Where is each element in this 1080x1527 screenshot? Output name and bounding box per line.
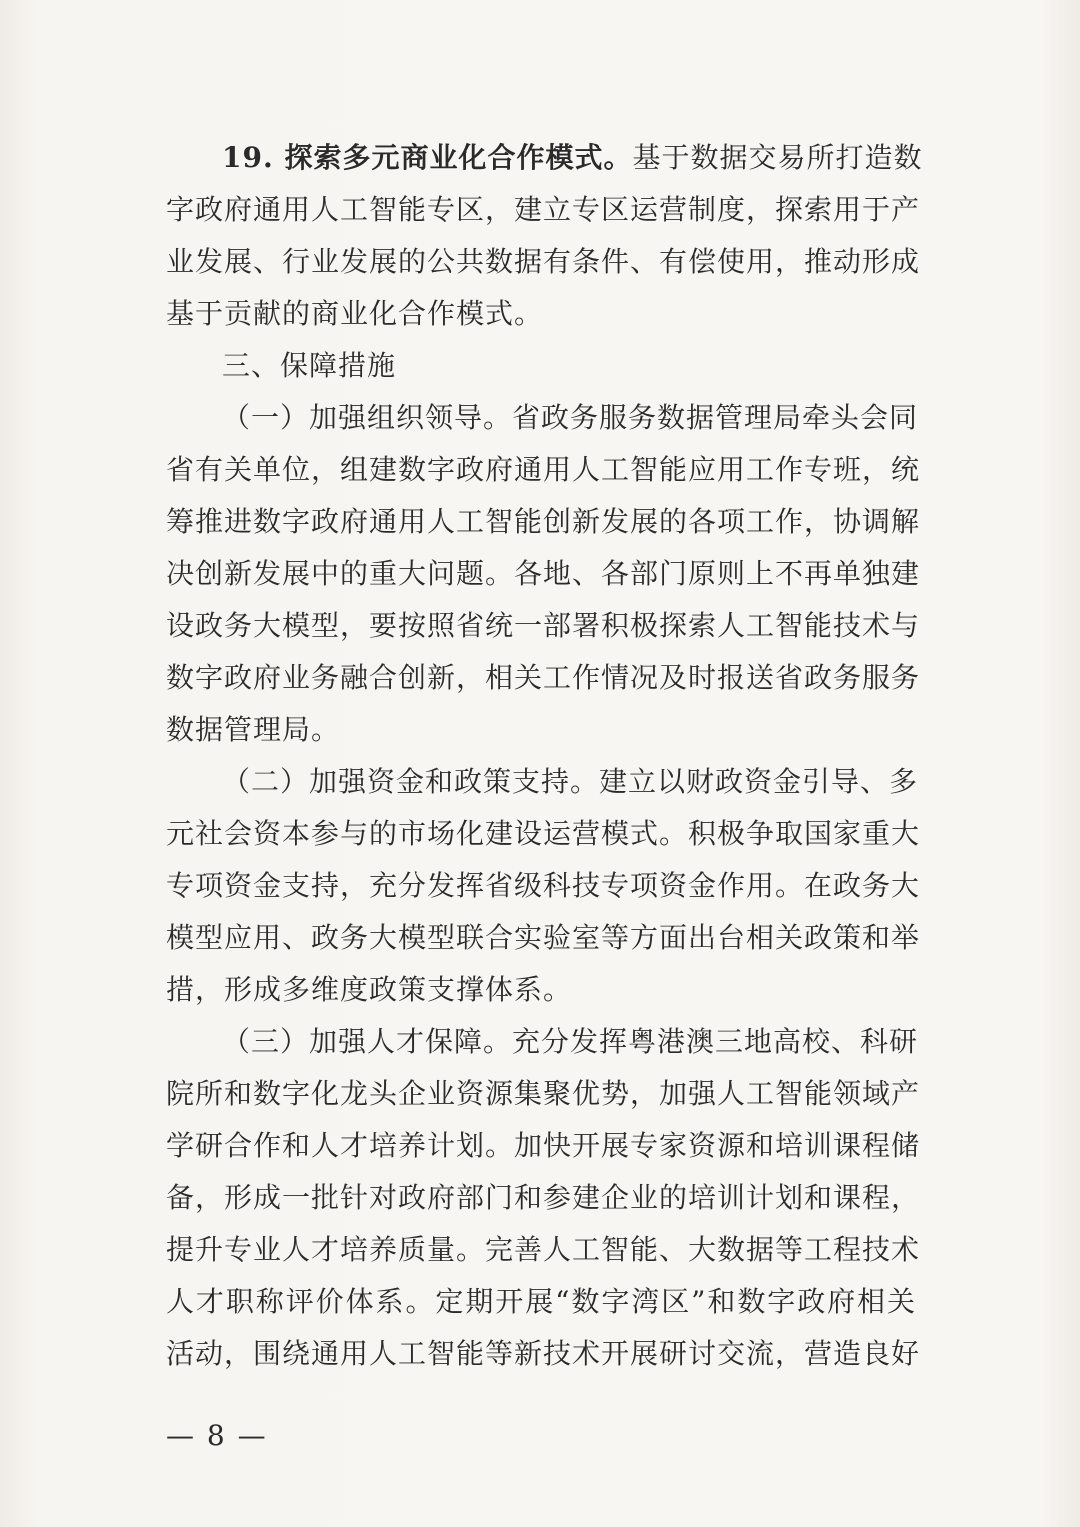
paragraph-line: 学研合作和人才培养计划。加快开展专家资源和培训课程储 — [166, 1129, 921, 1162]
paragraph-line: 专项资金支持，充分发挥省级科技专项资金作用。在政务大 — [166, 869, 921, 902]
paragraph-line: 措，形成多维度政策支撑体系。 — [166, 973, 573, 1006]
paragraph-line: 备，形成一批针对政府部门和参建企业的培训计划和课程， — [166, 1181, 921, 1214]
document-body — [166, 132, 923, 1380]
paragraph-line: 19. 探索多元商业化合作模式。基于数据交易所打造数 — [222, 141, 923, 174]
paragraph-line: 数字政府业务融合创新，相关工作情况及时报送省政务服务 — [166, 661, 921, 694]
page-number: — 8 — — [166, 1419, 268, 1452]
paragraph-line: 基于贡献的商业化合作模式。 — [166, 297, 544, 330]
paragraph-line: 业发展、行业发展的公共数据有条件、有偿使用，推动形成 — [166, 245, 921, 278]
paragraph-funding — [166, 756, 921, 1016]
paragraph-19 — [166, 132, 923, 340]
paragraph-line: 设政务大模型，要按照省统一部署积极探索人工智能技术与 — [166, 609, 921, 642]
paragraph-line: （三）加强人才保障。充分发挥粤港澳三地高校、科研 — [222, 1025, 919, 1058]
paragraph-line: 元社会资本参与的市场化建设运营模式。积极争取国家重大 — [166, 817, 921, 850]
section-heading: 三、保障措施 — [222, 349, 397, 382]
paragraph-line: 院所和数字化龙头企业资源集聚优势，加强人工智能领域产 — [166, 1077, 921, 1110]
paragraph-line: （二）加强资金和政策支持。建立以财政资金引导、多 — [222, 765, 919, 798]
paragraph-line: 人才职称评价体系。定期开展“数字湾区”和数字政府相关 — [166, 1285, 916, 1318]
paragraph-line: 省有关单位，组建数字政府通用人工智能应用工作专班，统 — [166, 453, 921, 486]
paragraph-line: 字政府通用人工智能专区，建立专区运营制度，探索用于产 — [166, 193, 921, 226]
paragraph-line: （一）加强组织领导。省政务服务数据管理局牵头会同 — [222, 401, 919, 434]
paragraph-line: 提升专业人才培养质量。完善人工智能、大数据等工程技术 — [166, 1233, 921, 1266]
paragraph-line: 数据管理局。 — [166, 713, 341, 746]
paragraph-line: 模型应用、政务大模型联合实验室等方面出台相关政策和举 — [166, 921, 921, 954]
paragraph-line: 筹推进数字政府通用人工智能创新发展的各项工作，协调解 — [166, 505, 921, 538]
paragraph-line: 决创新发展中的重大问题。各地、各部门原则上不再单独建 — [166, 557, 921, 590]
section-title-19: 19. 探索多元商业化合作模式。 — [222, 141, 633, 174]
paragraph-line: 活动，围绕通用人工智能等新技术开展研讨交流，营造良好 — [166, 1337, 921, 1370]
paragraph-talent — [166, 1016, 921, 1380]
paragraph-organization — [166, 392, 921, 756]
